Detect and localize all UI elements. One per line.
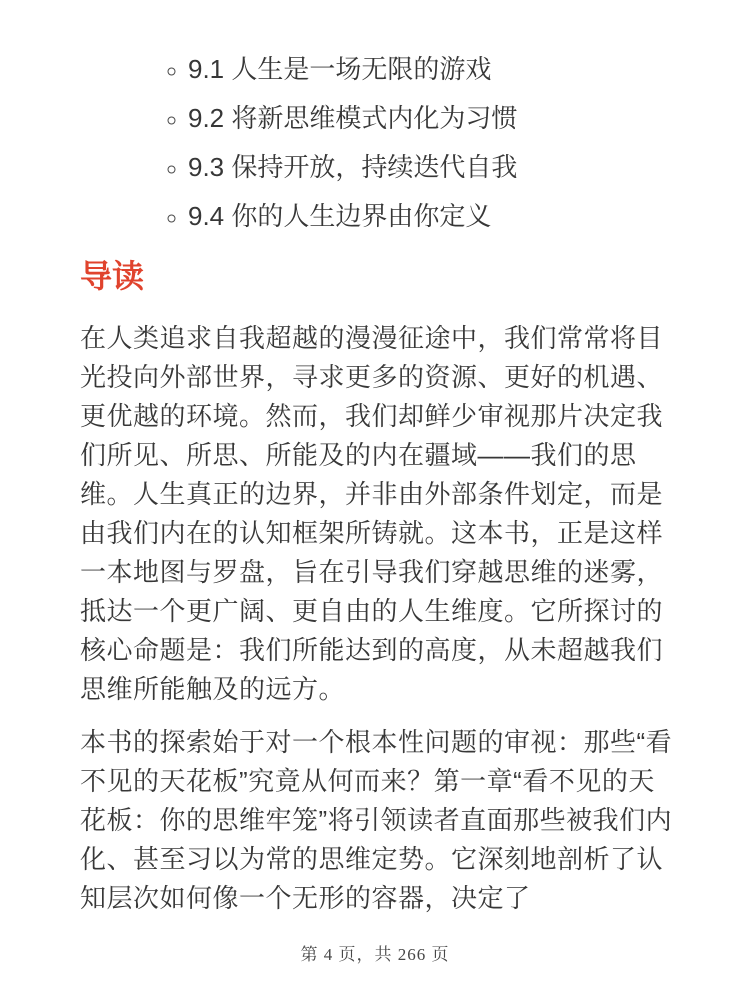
page-indicator: 第 4 页，共 266 页 xyxy=(300,945,450,964)
toc-item-9-4: ◦ 9.4 你的人生边界由你定义 xyxy=(188,197,674,236)
toc-item-9-1: ◦ 9.1 人生是一场无限的游戏 xyxy=(188,50,674,89)
paragraph-chapter-overview: 本书的探索始于对一个根本性问题的审视：那些“看不见的天花板”究竟从何而来？第一章“看不见的天花板：你的思维牢笼”将引领读者直面那些被我们内化、甚至习以为常的思维定势。它深刻地剖析了认知层次如何像一个无形的容器，决定了 xyxy=(80,726,673,913)
toc-item-9-3: ◦ 9.3 保持开放，持续迭代自我 xyxy=(188,148,674,187)
section-title: 导读 xyxy=(80,257,145,294)
page-footer xyxy=(0,944,750,966)
toc-list xyxy=(80,50,674,236)
paragraph-intro: 在人类追求自我超越的漫漫征途中，我们常常将目光投向外部世界，寻求更多的资源、更好的机遇、更优越的环境。然而，我们却鲜少审视那片决定我们所见、所思、所能及的内在疆域——我们的思维。人生真正的边界，并非由外部条件划定，而是由我们内在的认知框架所铸就。这本书，正是这样一本地图与罗盘，旨在引导我们穿越思维的迷雾，抵达一个更广阔、更自由的人生维度。它所探讨的核心命题是：我们所能达到的高度，从未超越我们思维所能触及的远方。 xyxy=(80,322,664,704)
toc-item-9-2: ◦ 9.2 将新思维模式内化为习惯 xyxy=(188,99,674,138)
